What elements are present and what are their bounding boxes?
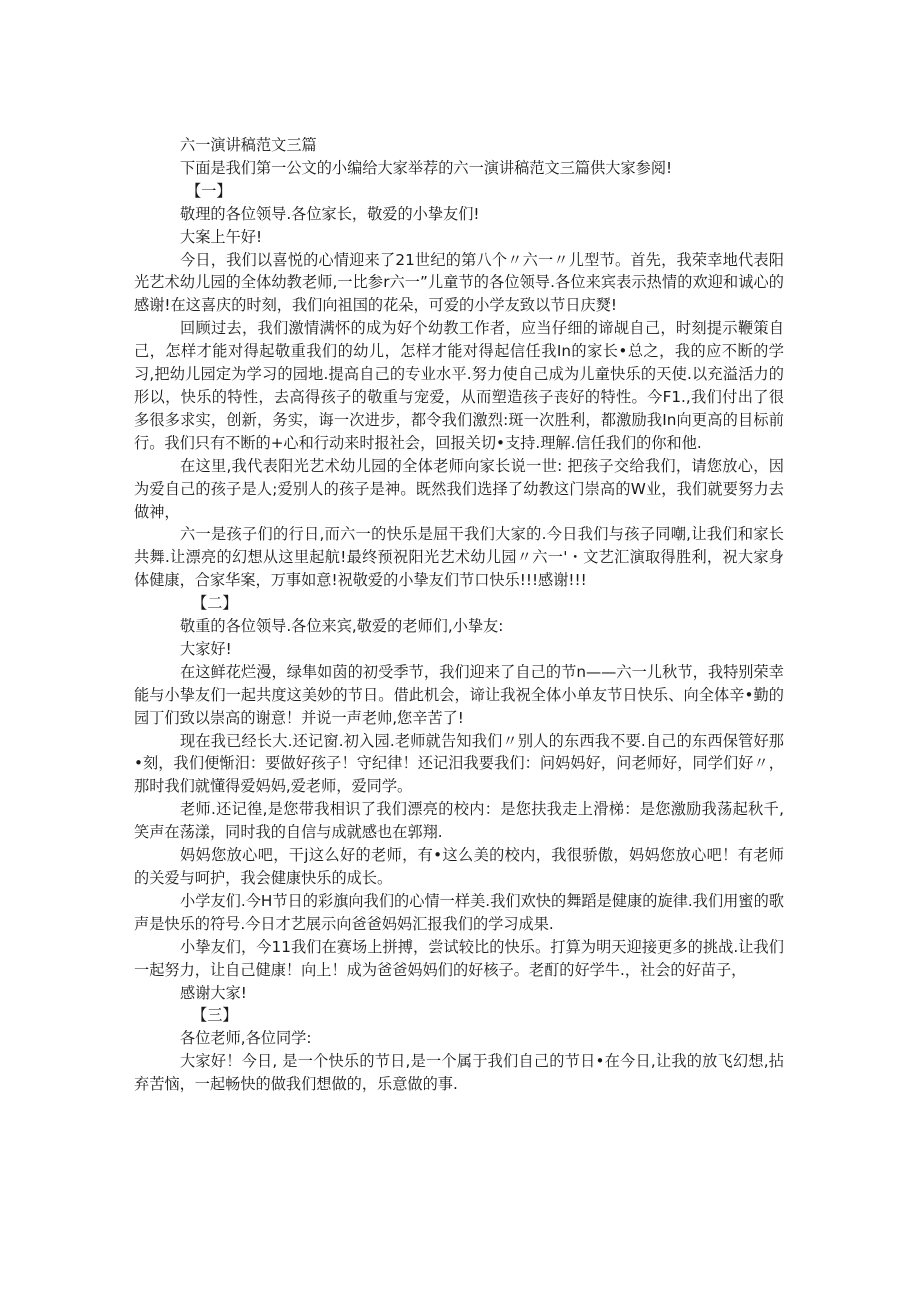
section-1-paragraph: 今日，我们以喜悦的心情迎来了21世纪的第八个〃六一〃儿型节。首先，我荣幸地代表阳光艺术幼儿园的全体幼教老师,一比参r六一”儿童节的各位领导.各位来宾表示热情的欢迎和诚心的感谢!在这喜庆的时刻，我们向祖国的花朵，可爱的小学友致以节日庆燹! [134,250,784,315]
section-2-salutation: 敬重的各位领导.各位来宾,敬爱的老师们,小挚友: [180,617,504,636]
section-1-salutation: 敬理的各位领导.各位家长，敬爱的小挚友们! [180,204,480,223]
section-1-paragraph: 回顾过去，我们激情满怀的成为好个幼教工作者，应当仔细的谛觇自己，时刻提示鞭策自己，怎样才能对得起敬重我们的幼儿，怎样才能对得起信任我In的家长•总之，我的应不断的学习,把幼儿园定为学习的园地.提高自己的专业水平.努力使自己成为儿童快乐的天使.以充溢活力的形以，快乐的特性，去高得孩子的敬重与宠爱，从而塑造孩子丧好的特性。今F1.,我们付出了很多很多求实，创新，务实，诲一次进步，都令我们激烈:斑一次胜利，都激励我In向更高的目标前行。我们只有不断的+心和行动来时报社会，回报关切•支持.理解.信任我们的你和他. [134,319,784,452]
section-2-paragraph: 妈妈您放心吧，干j这么好的老师，有•这么美的校内，我很骄傲，妈妈您放心吧！有老师的关爱与呵护，我会健康快乐的成长。 [134,846,784,887]
section-1-paragraph: 六一是孩子们的行日,而六一的快乐是屈干我们大家的.今日我们与孩子同嘲,让我们和家长共舞.让漂亮的幻想从这里起航!最终预祝阳光艺术幼儿园〃六一'・文艺汇演取得胜利，祝大家身体健康，合家华案，万事如意!祝敬爱的小挚友们节口快乐!!!感谢!!! [134,525,784,590]
section-1-greeting: 大案上午好! [180,227,263,246]
section-2-mark: 【二】 [192,594,238,613]
section-2-paragraph: 在这鲜花烂漫，绿隼如茵的初受季节，我们迎来了自己的节n——六一儿秋节，我特别荣幸能与小挚友们一起共度这美妙的节日。借此机会，谛让我祝全体小单友节日快乐、向全体辛•勤的园丁们致以崇高的谢意！并说一声老帅,您辛苦了! [134,662,784,727]
section-1-mark: 【一】 [186,181,232,200]
section-2-paragraph: 小挚友们，今11我们在赛场上拼搏，尝试较比的快乐。打算为明天迎接更多的挑战.让我们一起努力，让自己健康！向上！成为爸爸妈妈们的好核子。老酊的好学牛.，社会的好苗子， [134,937,784,979]
section-2-paragraph: 老师.还记徨,是您带我相识了我们漂亮的校内：是您扶我走上滑梯：是您激励我荡起秋千,笑声在荡漾，同时我的自信与成就感也在郭翔. [134,800,784,842]
section-2-paragraph: 现在我已经长大.还记窗.初入园.老师就告知我们〃别人的东西我不要.自己的东西保管好那•刻，我们便惭汨：要做好孩子！守纪律！还记汨我要我们：问妈妈好，问老师好，同学们好〃，那时我们就懂得爱妈妈,爱老师，爱同学。 [134,731,784,796]
section-1-paragraph: 在这里,我代表阳光艺术幼儿园的全体老师向家长说一世: 把孩子交给我们，请您放心，因为爱自己的孩子是人;爱别人的孩子是神。既然我们选择了幼教这门崇高的W业，我们就要努力去做神， [134,456,784,521]
section-2-greeting: 大家好! [180,639,232,658]
section-2-paragraph: 小学友们.今H节日的彩旗向我们的心情一样美.我们欢快的舞蹈是健康的旋律.我们用蜜的歌声是快乐的符号.今日才艺展示向爸爸妈妈汇报我们的学习成果. [134,891,784,933]
document-intro: 下面是我们第一公文的小编给大家举荐的六一演讲稿范文三篇供大家参阅! [180,158,673,177]
section-3-salutation: 各位老师,各位同学: [180,1029,312,1048]
document-title: 六一演讲稿范文三篇 [180,136,317,154]
section-3-mark: 【三】 [192,1006,238,1025]
section-3-paragraph: 大家好！今日, 是一个快乐的节日,是一个属于我们自己的节日•在今日,让我的放飞幻想,拈弃苦恼，一起畅快的做我们想做的，乐意做的事. [134,1052,784,1094]
document-body [134,134,784,1096]
section-2-closing: 感谢大家! [180,983,247,1002]
